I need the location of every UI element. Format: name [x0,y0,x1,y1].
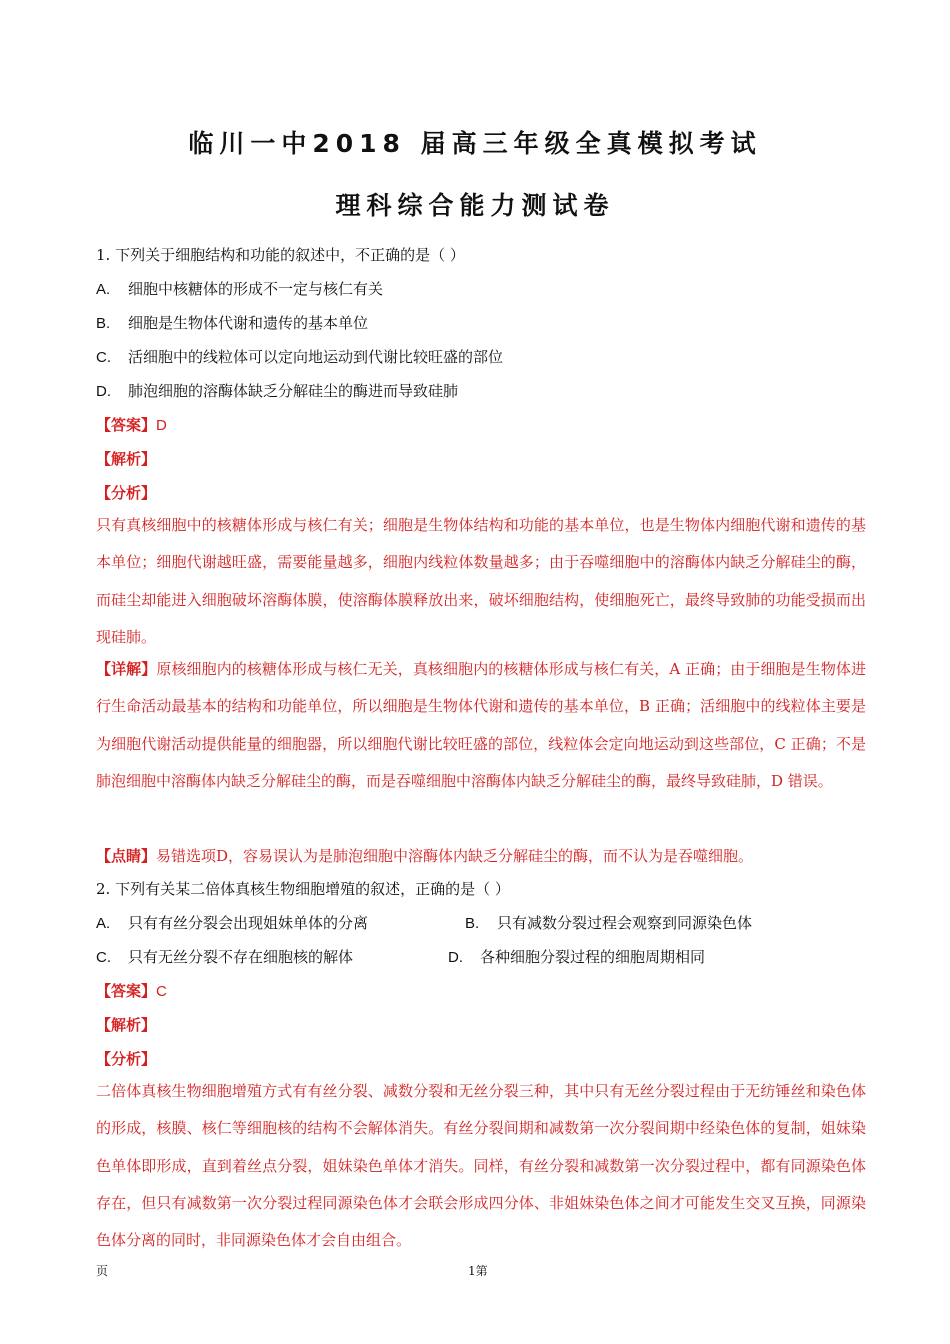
q2-option-d [448,946,705,967]
answer-value: C [156,983,167,1000]
option-key: C. [96,949,111,966]
q2-option-a [96,912,368,933]
q2-jiexi-tag: 【解析】 [96,1016,157,1034]
tip-tag: 【点睛】 [96,847,157,865]
q1-detail [96,651,866,800]
page-number: 1第 [468,1264,488,1278]
q1-option-d [96,380,458,401]
q2-answer [96,980,167,1001]
option-key: D. [96,383,111,400]
tip-text: 易错选项D，容易误认为是肺泡细胞中溶酶体内缺乏分解硅尘的酶，而不认为是吞噬细胞。 [156,847,754,865]
q1-option-b [96,312,368,333]
q1-option-c [96,346,503,367]
option-text: 肺泡细胞的溶酶体缺乏分解硅尘的酶进而导致硅肺 [128,382,459,400]
option-text: 活细胞中的线粒体可以定向地运动到代谢比较旺盛的部位 [128,348,504,366]
page-subtitle: 理科综合能力测试卷 [335,191,615,220]
q1-analysis-text: 只有真核细胞中的核糖体形成与核仁有关；细胞是生物体结构和功能的基本单位，也是生物体内细胞代谢和遗传的基本单位；细胞代谢越旺盛，需要能量越多，细胞内线粒体数量越多；由于吞噬细胞中的溶酶体内缺乏分解硅尘的酶，而硅尘却能进入细胞破坏溶酶体膜，使溶酶体膜释放出来，破坏细胞结构，使细胞死亡，最终导致肺的功能受损而出现硅肺。 [96,516,866,646]
q1-answer [96,414,167,435]
answer-value: D [156,417,167,434]
q2-option-c [96,946,353,967]
option-key: A. [96,281,111,298]
option-text: 只有减数分裂过程会观察到同源染色体 [497,914,753,932]
detail-tag: 【详解】 [96,660,157,678]
option-key: C. [96,349,111,366]
answer-tag: 【答案】 [96,982,157,1000]
question-1-stem: 1. 下列关于细胞结构和功能的叙述中，不正确的是（ ） [96,246,465,264]
option-key: B. [465,915,480,932]
option-text: 各种细胞分裂过程的细胞周期相同 [480,948,706,966]
q1-fenxi-tag: 【分析】 [96,484,157,502]
option-text: 只有有丝分裂会出现姐妹单体的分离 [128,914,369,932]
question-2-stem: 2. 下列有关某二倍体真核生物细胞增殖的叙述，正确的是（ ） [96,880,510,898]
footer-left: 页 [96,1264,109,1278]
option-text: 细胞中核糖体的形成不一定与核仁有关 [128,280,384,298]
answer-tag: 【答案】 [96,416,157,434]
q2-option-b [465,912,752,933]
option-text: 细胞是生物体代谢和遗传的基本单位 [128,314,369,332]
q1-option-a [96,278,383,299]
page-title: 临川一中2018 届高三年级全真模拟考试 [188,129,762,158]
q2-analysis-text: 二倍体真核生物细胞增殖方式有有丝分裂、减数分裂和无丝分裂三种，其中只有无丝分裂过程由于无纺锤丝和染色体的形成，核膜、核仁等细胞核的结构不会解体消失。有丝分裂间期和减数第一次分裂间期中经染色体的复制，姐妹染色单体即形成，直到着丝点分裂，姐妹染色单体才消失。同样，有丝分裂和减数第一次分裂过程中，都有同源染色体存在，但只有减数第一次分裂过程同源染色体才会联会形成四分体、非姐妹染色体之间才可能发生交叉互换，同源染色体分离的同时，非同源染色体才会自由组合。 [96,1082,866,1250]
option-text: 只有无丝分裂不存在细胞核的解体 [128,948,354,966]
option-key: B. [96,315,111,332]
q1-tip [96,845,753,866]
detail-text: 原核细胞内的核糖体形成与核仁无关，真核细胞内的核糖体形成与核仁有关，A 正确；由于细胞是生物体进行生命活动最基本的结构和功能单位，所以细胞是生物体代谢和遗传的基本单位，B 正确；活细胞中的线粒体主要是为细胞代谢活动提供能量的细胞器，所以细胞代谢比较旺盛的部位，线粒体会定向地运动到这些部位，C 正确；不是肺泡细胞中溶酶体内缺乏分解硅尘的酶，而是吞噬细胞中溶酶体内缺乏分解硅尘的酶，最终导致硅肺，D 错误。 [96,660,866,790]
option-key: D. [448,949,463,966]
q2-fenxi-tag: 【分析】 [96,1050,157,1068]
option-key: A. [96,915,111,932]
q1-jiexi-tag: 【解析】 [96,450,157,468]
